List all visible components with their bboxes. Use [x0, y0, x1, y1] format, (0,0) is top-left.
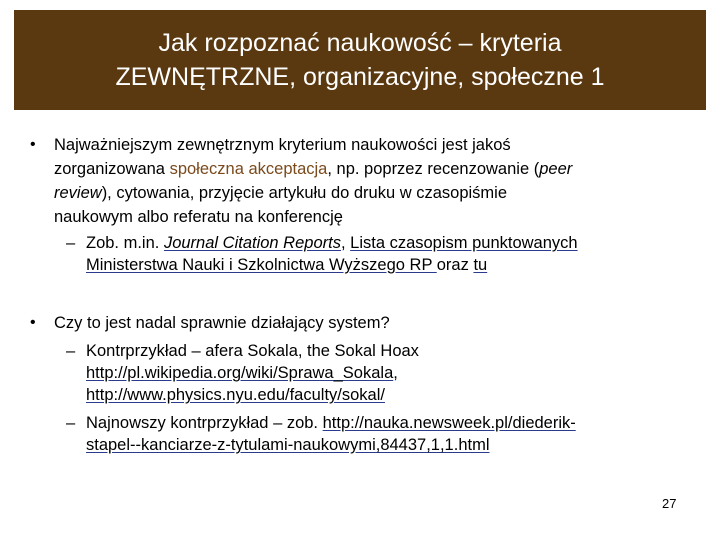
- sub-bullet-marker: –: [66, 234, 76, 252]
- bullet-1-text: ), cytowania, przyjęcie artykułu do druku w czasopiśmie: [101, 184, 508, 202]
- sub-bullet-text: ,: [393, 364, 398, 382]
- ministry-journal-list-link[interactable]: Ministerstwa Nauki i Szkolnictwa Wyższego RP: [86, 256, 437, 274]
- bullet-2-text: Czy to jest nadal sprawnie działający system?: [54, 314, 390, 332]
- nyu-sokal-link[interactable]: http://www.physics.nyu.edu/faculty/sokal/: [86, 386, 385, 404]
- social-acceptance-highlight: społeczna akceptacja: [169, 160, 328, 178]
- sub-bullet-1-line-1: [86, 233, 578, 253]
- slide-page-number: 27: [662, 496, 677, 511]
- journal-citation-reports-link[interactable]: Journal Citation Reports: [163, 234, 341, 252]
- bullet-marker: •: [30, 136, 36, 153]
- wikipedia-sokal-link[interactable]: http://pl.wikipedia.org/wiki/Sprawa_Sokala: [86, 364, 394, 382]
- bullet-1-line-3: [54, 183, 507, 203]
- sub-bullet-marker: –: [66, 414, 76, 432]
- sub-bullet-marker: –: [66, 342, 76, 360]
- tu-link[interactable]: tu: [473, 256, 488, 274]
- sub-bullet-1-line-2: [86, 255, 487, 275]
- sub-bullet-text: Najnowszy kontrprzykład – zob.: [86, 414, 323, 432]
- peer-term: peer: [539, 160, 573, 178]
- bullet-1-text: , np. poprzez recenzowanie (: [327, 160, 540, 178]
- slide-title-line-2: ZEWNĘTRZNE, organizacyjne, społeczne 1: [115, 63, 605, 91]
- slide-title-line-1: Jak rozpoznać naukowość – kryteria: [158, 29, 562, 57]
- bullet-1-line-4: [54, 207, 343, 227]
- bullet-1-text: naukowym albo referatu na konferencję: [54, 208, 343, 226]
- bullet-1-text: zorganizowana: [54, 160, 170, 178]
- sub-bullet-text: oraz: [436, 256, 474, 274]
- sub-bullet-3-line-1: [86, 413, 576, 433]
- sub-bullet-3-line-2: [86, 435, 490, 455]
- bullet-1-line-2: [54, 159, 572, 179]
- sub-bullet-text: Zob. m.in.: [86, 234, 164, 252]
- bullet-1-line-1: [54, 135, 511, 155]
- newsweek-stapel-link[interactable]: http://nauka.newsweek.pl/diederik-: [322, 414, 576, 432]
- sub-bullet-text: ,: [340, 234, 351, 252]
- sub-bullet-2-line-3: [86, 385, 385, 405]
- bullet-1-text: Najważniejszym zewnętrznym kryterium naukowości jest jakoś: [54, 136, 511, 154]
- bullet-marker: •: [30, 314, 36, 331]
- sub-bullet-2-line-2: [86, 363, 398, 383]
- sub-bullet-text: Kontrprzykład – afera Sokala, the Sokal Hoax: [86, 342, 419, 360]
- review-term: review: [54, 184, 102, 202]
- bullet-2-line-1: [54, 313, 390, 333]
- ministry-journal-list-link[interactable]: Lista czasopism punktowanych: [350, 234, 578, 252]
- newsweek-stapel-link[interactable]: stapel--kanciarze-z-tytulami-naukowymi,84437,1,1.html: [86, 436, 490, 454]
- sub-bullet-2-line-1: [86, 341, 419, 361]
